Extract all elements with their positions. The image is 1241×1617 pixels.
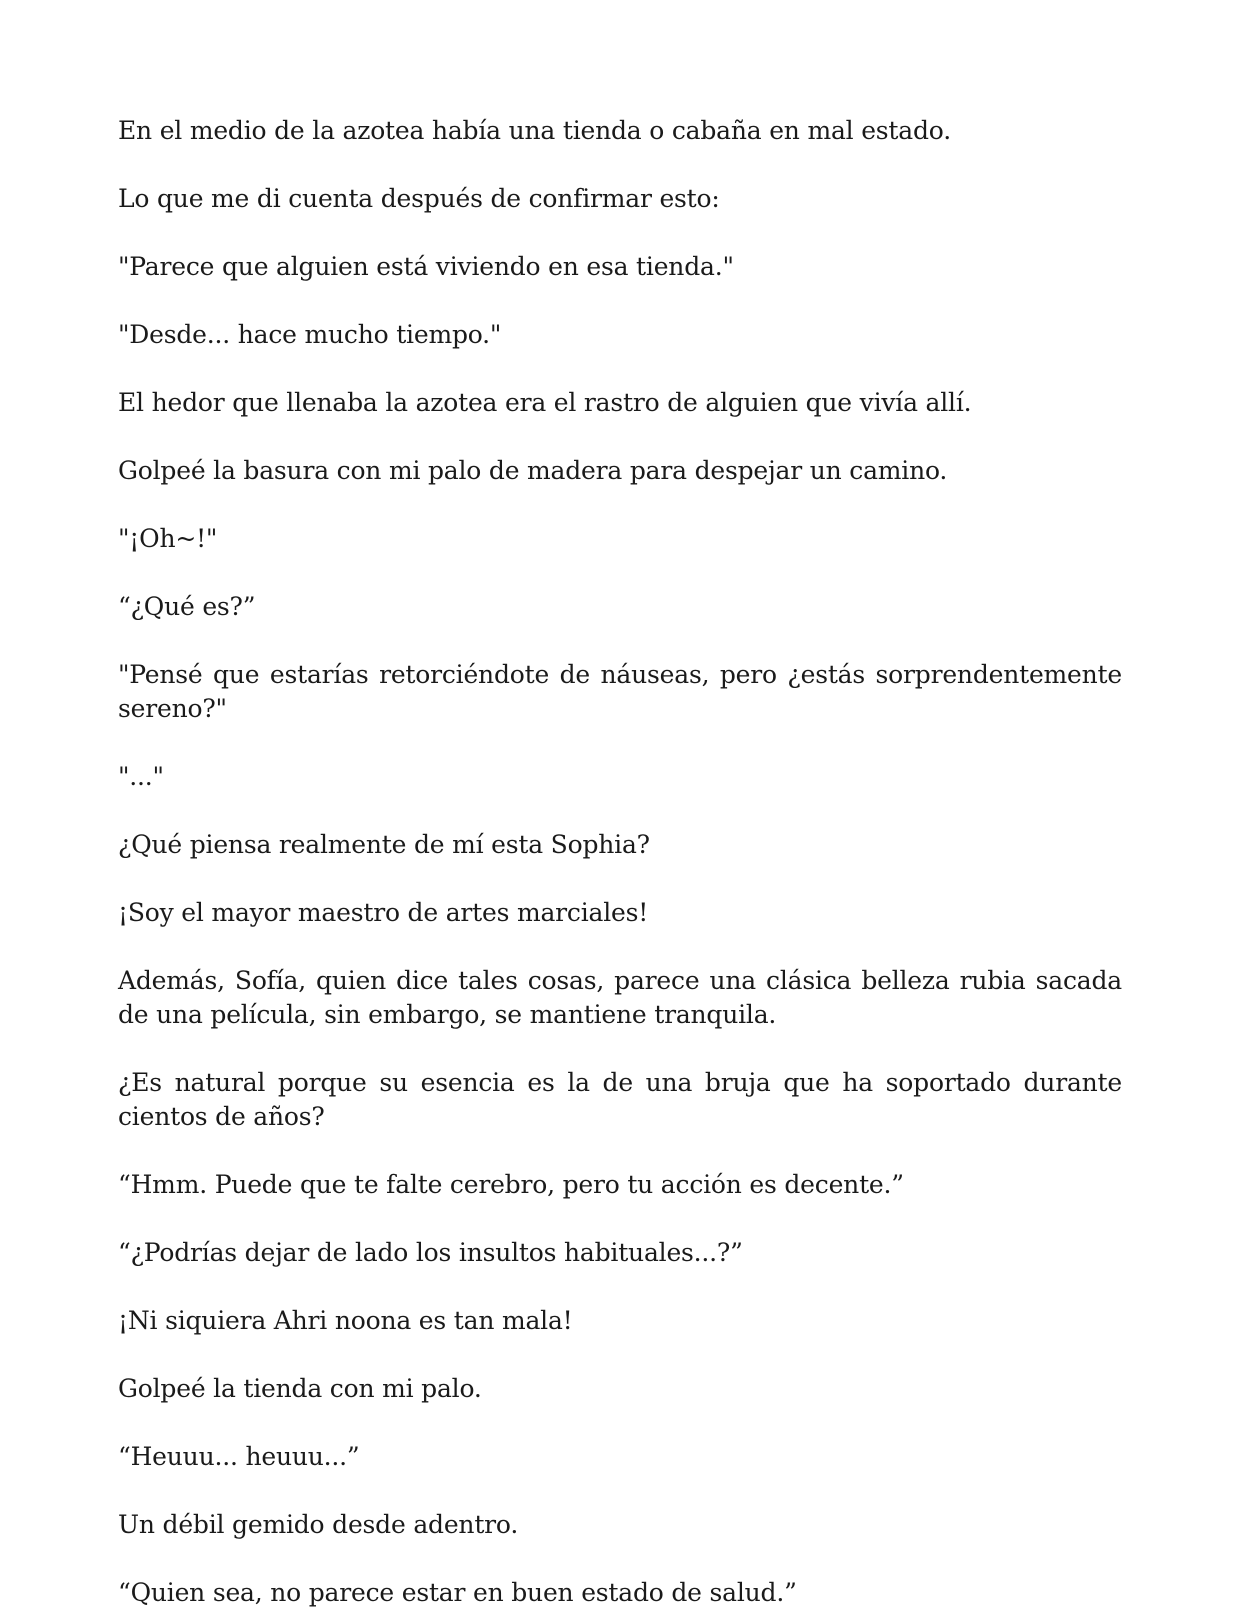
paragraph: “¿Qué es?” xyxy=(118,592,256,621)
paragraph: Lo que me di cuenta después de confirmar esto: xyxy=(118,184,720,213)
paragraph: ¿Es natural porque su esencia es la de una bruja que ha soportado durante cientos de años? xyxy=(118,1068,1122,1131)
paragraph: “Hmm. Puede que te falte cerebro, pero tu acción es decente.” xyxy=(118,1170,904,1199)
document-text-body xyxy=(118,114,1122,1617)
paragraph: Golpeé la basura con mi palo de madera para despejar un camino. xyxy=(118,456,948,485)
paragraph: "¡Oh~!" xyxy=(118,524,218,553)
paragraph: "Pensé que estarías retorciéndote de náuseas, pero ¿estás sorprendentemente sereno?" xyxy=(118,660,1122,723)
paragraph: “¿Podrías dejar de lado los insultos habituales...?” xyxy=(118,1238,743,1267)
paragraph: En el medio de la azotea había una tienda o cabaña en mal estado. xyxy=(118,116,951,145)
paragraph: “Heuuu... heuuu...” xyxy=(118,1442,360,1471)
paragraph: "..." xyxy=(118,762,164,791)
paragraph: "Desde... hace mucho tiempo." xyxy=(118,320,502,349)
paragraph: Golpeé la tienda con mi palo. xyxy=(118,1374,482,1403)
paragraph: “Quien sea, no parece estar en buen estado de salud.” xyxy=(118,1578,797,1607)
paragraph: "Parece que alguien está viviendo en esa tienda." xyxy=(118,252,734,281)
paragraph: ¡Soy el mayor maestro de artes marciales! xyxy=(118,898,649,927)
paragraph: Además, Sofía, quien dice tales cosas, parece una clásica belleza rubia sacada de una película, sin embargo, se mantiene tranquila. xyxy=(118,966,1122,1029)
paragraph: Un débil gemido desde adentro. xyxy=(118,1510,519,1539)
paragraph: ¿Qué piensa realmente de mí esta Sophia? xyxy=(118,830,650,859)
paragraph: ¡Ni siquiera Ahri noona es tan mala! xyxy=(118,1306,573,1335)
paragraph: El hedor que llenaba la azotea era el rastro de alguien que vivía allí. xyxy=(118,388,972,417)
